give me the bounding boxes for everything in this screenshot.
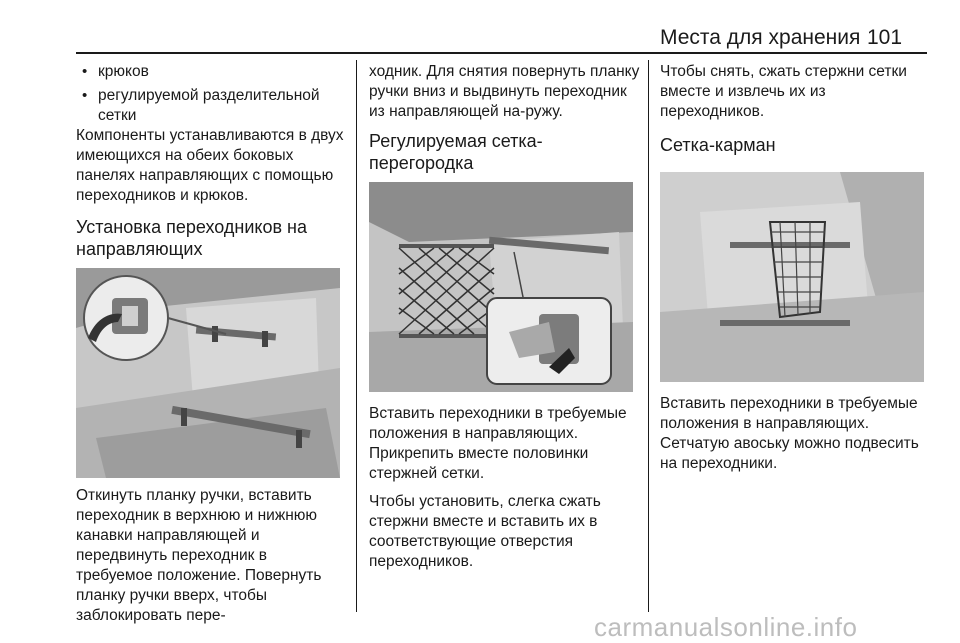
section-heading-net-pocket: Сетка-карман (660, 135, 776, 155)
section-heading-partition-net: Регулируемая сетка-перегородка (369, 131, 543, 173)
column-divider-1 (356, 60, 357, 612)
bullet-item-net: • регулируемой разделительной сетки (76, 86, 348, 126)
column-3 (660, 62, 932, 474)
intro-paragraph: Компоненты устанавливаются в двух имеющихся на обеих боковых панелях направляющих с помощью переходников и крюков. (76, 127, 344, 204)
net-fitting-instructions: Чтобы установить, слегка сжать стержни вместе и вставить их в соответствующие отверстия переходников. (369, 493, 601, 570)
section-heading-adapters: Установка переходников на направляющих (76, 217, 307, 259)
net-pocket-instructions: Вставить переходники в требуемые положения в направляющих. Сетчатую авоську можно подвесить на переходники. (660, 395, 919, 472)
illustration-partition-net (369, 182, 633, 392)
net-install-instructions: Вставить переходники в требуемые положения в направляющих. Прикрепить вместе половинки стержней сетки. (369, 405, 627, 482)
net-removal-instructions: Чтобы снять, сжать стержни сетки вместе и извлечь их из переходников. (660, 63, 907, 120)
watermark: carmanualsonline.info (594, 612, 858, 642)
column-divider-2 (648, 60, 649, 612)
illustration-net-pocket (660, 172, 924, 382)
removal-instructions: ходник. Для снятия повернуть планку ручки вниз и выдвинуть переходник из направляющей на-ружу. (369, 63, 640, 120)
header-rule (76, 52, 927, 54)
bullet-item-hooks: • крюков (76, 62, 348, 82)
column-1 (76, 62, 348, 626)
adapter-instructions: Откинуть планку ручки, вставить переходник в верхнюю и нижнюю канавки направляющей и передвинуть переходник в требуемое положение. Повернуть планку ручки вверх, чтобы заблокировать пере- (76, 487, 322, 624)
column-2 (369, 62, 641, 572)
page-number: 101 (867, 26, 903, 49)
illustration-adapter-install (76, 268, 340, 478)
page-title: Места для хранения (660, 26, 861, 49)
